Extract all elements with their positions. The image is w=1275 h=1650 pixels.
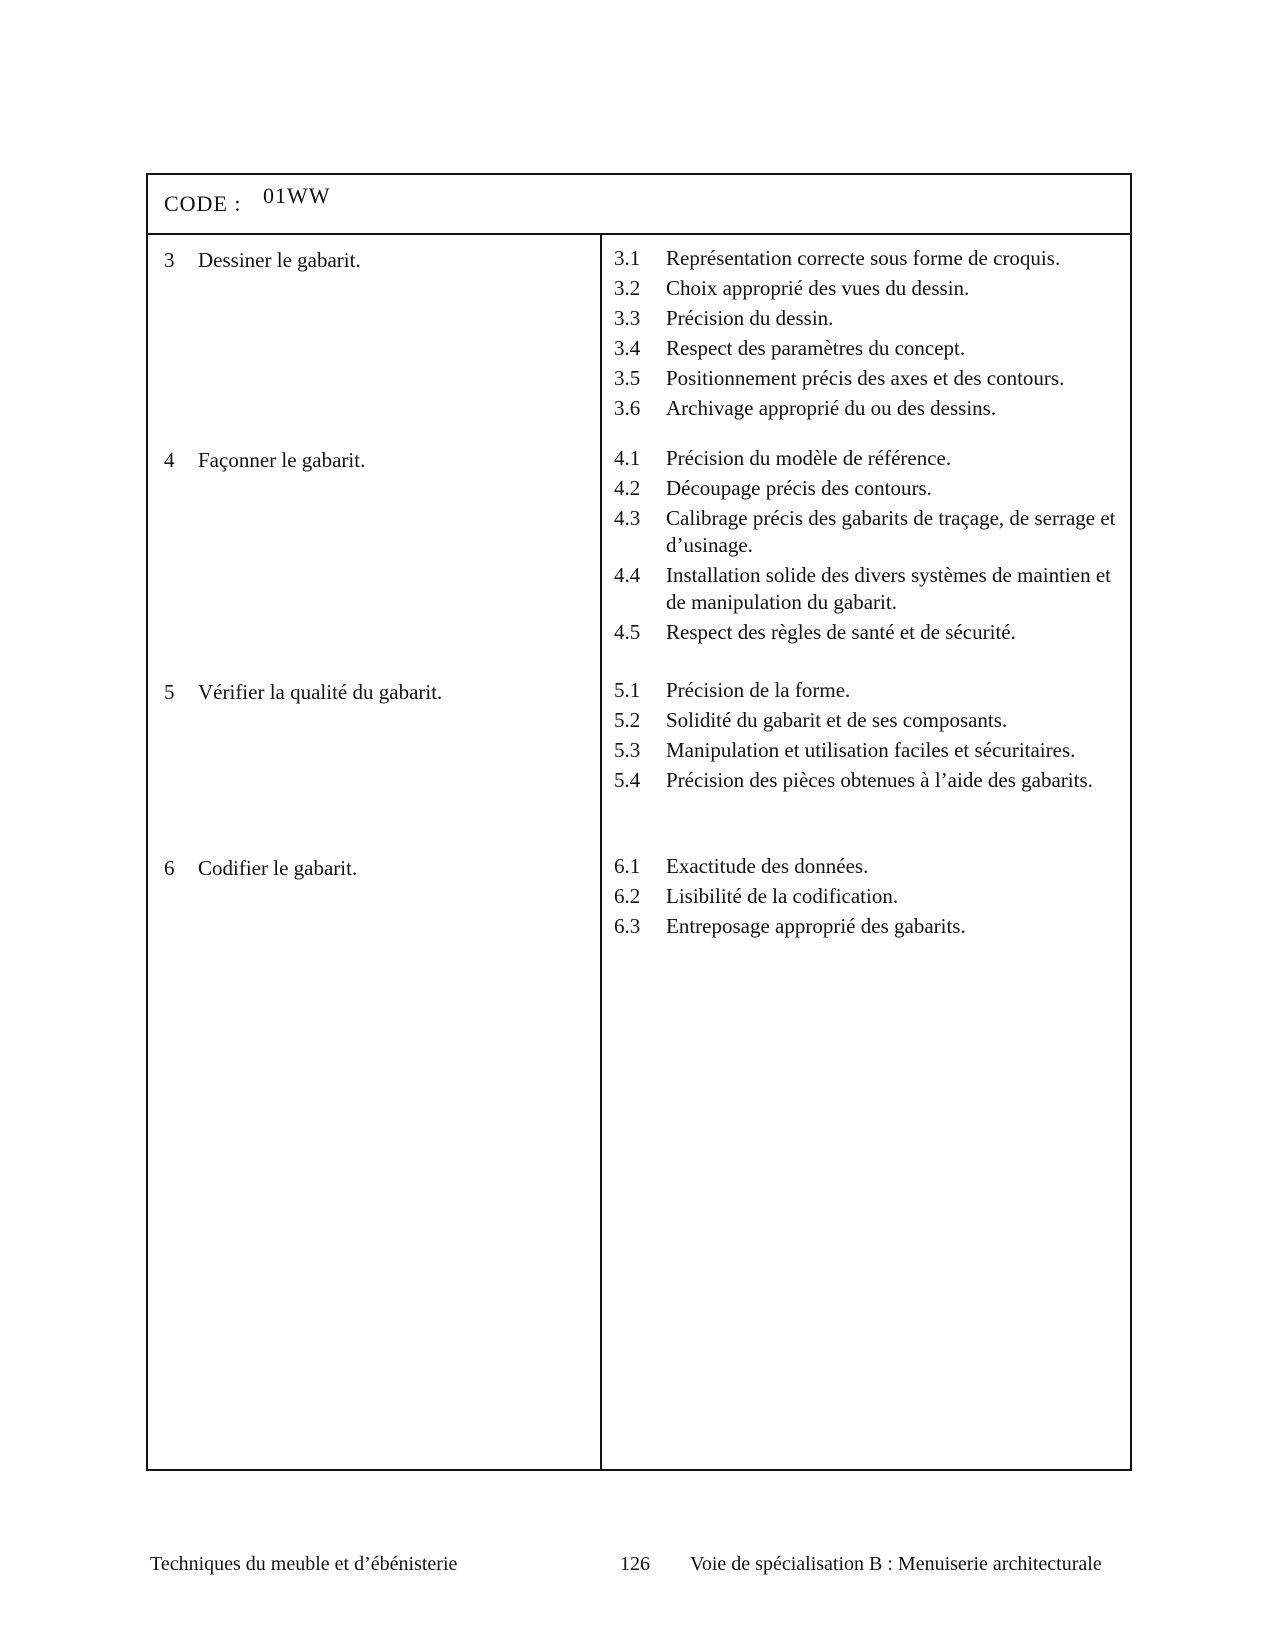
criterion-text: Solidité du gabarit et de ses composants.	[666, 708, 1008, 732]
criterion-item	[614, 883, 1120, 910]
code-row	[148, 175, 1130, 235]
criterion-number: 3.4	[614, 336, 641, 360]
criteria-column	[602, 233, 1130, 1469]
criterion-number: 3.6	[614, 396, 641, 420]
criterion-text: Archivage approprié du ou des dessins.	[666, 396, 997, 420]
criteria-group-4	[614, 445, 1120, 649]
criterion-item	[614, 677, 1120, 704]
criterion-number: 4.4	[614, 563, 641, 587]
criterion-text: Précision du dessin.	[666, 306, 834, 330]
criterion-text: Manipulation et utilisation faciles et sécuritaires.	[666, 738, 1076, 762]
criterion-item	[614, 305, 1120, 332]
task-number: 6	[164, 856, 175, 880]
criteria-group-3	[614, 245, 1120, 425]
criterion-number: 4.1	[614, 446, 641, 470]
criterion-number: 5.3	[614, 738, 641, 762]
criterion-item	[614, 619, 1120, 646]
criterion-number: 3.5	[614, 366, 641, 390]
criteria-group-5	[614, 677, 1120, 797]
task-number: 4	[164, 448, 175, 472]
task-label: Façonner le gabarit.	[198, 448, 366, 472]
task-number: 5	[164, 680, 175, 704]
criterion-text: Représentation correcte sous forme de croquis.	[666, 246, 1061, 270]
criterion-text: Installation solide des divers systèmes de maintien et de manipulation du gabarit.	[666, 563, 1111, 614]
criterion-text: Précision de la forme.	[666, 678, 851, 702]
task-5	[164, 677, 442, 707]
task-label: Dessiner le gabarit.	[198, 248, 361, 272]
criterion-text: Exactitude des données.	[666, 854, 869, 878]
footer-page-number: 126	[620, 1553, 650, 1575]
criterion-number: 6.2	[614, 884, 641, 908]
code-label: CODE :	[164, 191, 242, 216]
task-4	[164, 445, 365, 475]
criterion-item	[614, 853, 1120, 880]
criterion-number: 6.1	[614, 854, 641, 878]
criterion-number: 4.5	[614, 620, 641, 644]
criterion-item	[614, 365, 1120, 392]
task-3	[164, 245, 361, 275]
criterion-text: Calibrage précis des gabarits de traçage, de serrage et d’usinage.	[666, 506, 1116, 557]
code-value: 01WW	[263, 183, 331, 208]
criterion-text: Positionnement précis des axes et des contours.	[666, 366, 1065, 390]
criterion-text: Précision du modèle de référence.	[666, 446, 952, 470]
task-label: Vérifier la qualité du gabarit.	[198, 680, 443, 704]
criterion-item	[614, 245, 1120, 272]
criterion-number: 3.1	[614, 246, 641, 270]
criterion-item	[614, 505, 1120, 559]
tasks-column	[148, 233, 600, 1469]
footer-specialisation: Voie de spécialisation B : Menuiserie architecturale	[690, 1553, 1102, 1575]
task-label: Codifier le gabarit.	[198, 856, 358, 880]
criterion-item	[614, 445, 1120, 472]
criterion-item	[614, 275, 1120, 302]
criterion-text: Précision des pièces obtenues à l’aide des gabarits.	[666, 768, 1093, 792]
criterion-text: Respect des règles de santé et de sécurité.	[666, 620, 1016, 644]
criteria-group-6	[614, 853, 1120, 943]
criterion-text: Entreposage approprié des gabarits.	[666, 914, 966, 938]
criterion-item	[614, 562, 1120, 616]
criterion-text: Découpage précis des contours.	[666, 476, 932, 500]
criterion-text: Respect des paramètres du concept.	[666, 336, 966, 360]
footer-program-title: Techniques du meuble et d’ébénisterie	[150, 1553, 458, 1575]
criterion-number: 3.2	[614, 276, 641, 300]
criterion-item	[614, 913, 1120, 940]
competency-table	[146, 173, 1132, 1471]
criterion-number: 4.3	[614, 506, 641, 530]
criterion-item	[614, 737, 1120, 764]
criterion-number: 5.4	[614, 768, 641, 792]
criterion-item	[614, 475, 1120, 502]
criterion-number: 4.2	[614, 476, 641, 500]
criterion-item	[614, 707, 1120, 734]
task-number: 3	[164, 248, 175, 272]
criterion-number: 3.3	[614, 306, 641, 330]
criterion-item	[614, 395, 1120, 422]
criterion-text: Choix approprié des vues du dessin.	[666, 276, 970, 300]
criterion-item	[614, 335, 1120, 362]
criterion-item	[614, 767, 1120, 794]
criterion-number: 5.2	[614, 708, 641, 732]
criterion-number: 6.3	[614, 914, 641, 938]
criterion-number: 5.1	[614, 678, 641, 702]
task-6	[164, 853, 357, 883]
criterion-text: Lisibilité de la codification.	[666, 884, 899, 908]
